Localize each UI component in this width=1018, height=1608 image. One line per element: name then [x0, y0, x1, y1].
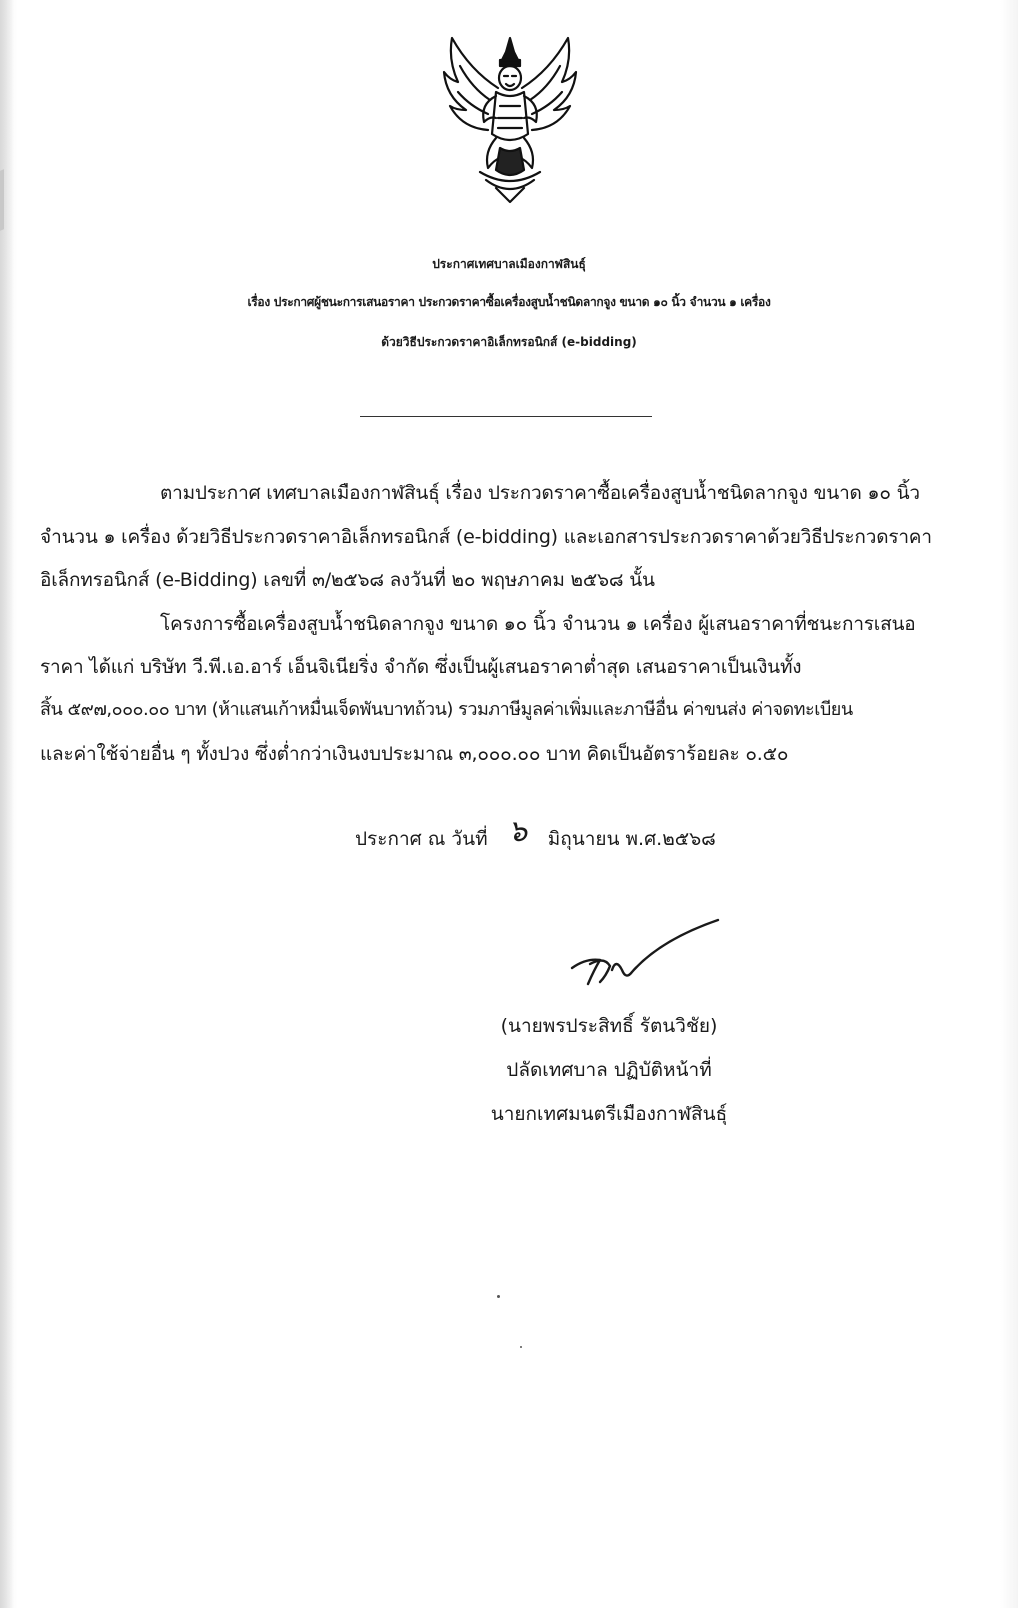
paragraph-1-line-1: ตามประกาศ เทศบาลเมืองกาฬสินธุ์ เรื่อง ประกวดราคาซื้อเครื่องสูบน้ำชนิดลากจูง ขนาด ๑๐ นิ้ว: [160, 482, 920, 504]
signatory-name: (นายพรประสิทธิ์ รัตนวิชัย): [500, 1015, 718, 1037]
announcement-subject: เรื่อง ประกาศผู้ชนะการเสนอราคา ประกวดราคาซื้อเครื่องสูบน้ำชนิดลากจูง ขนาด ๑๐ นิ้ว จำนวน ๑ เครื่อง: [247, 295, 771, 309]
announcement-method: ด้วยวิธีประกวดราคาอิเล็กทรอนิกส์ (e-bidding): [381, 335, 637, 349]
handwritten-signature: [560, 910, 730, 995]
signatory-acting-for: นายกเทศมนตรีเมืองกาฬสินธุ์: [490, 1103, 728, 1125]
paragraph-2-line-3: สิ้น ๕๙๗,๐๐๐.๐๐ บาท (ห้าแสนเก้าหมื่นเจ็ดพันบาทถ้วน) รวมภาษีมูลค่าเพิ่มและภาษีอื่น ค่าขนส่ง ค่าจดทะเบียน: [40, 699, 853, 720]
paragraph-2-line-1: โครงการซื้อเครื่องสูบน้ำชนิดลากจูง ขนาด ๑๐ นิ้ว จำนวน ๑ เครื่อง ผู้เสนอราคาที่ชนะการเสนอ: [160, 613, 916, 635]
date-day-handwritten: ๖: [508, 814, 528, 849]
page-crease-mark: [0, 169, 4, 231]
paragraph-2-line-4: และค่าใช้จ่ายอื่น ๆ ทั้งปวง ซึ่งต่ำกว่าเงินงบประมาณ ๓,๐๐๐.๐๐ บาท คิดเป็นอัตราร้อยละ ๐.๕๐: [40, 743, 789, 765]
paragraph-1-line-3: อิเล็กทรอนิกส์ (e-Bidding) เลขที่ ๓/๒๕๖๘ ลงวันที่ ๒๐ พฤษภาคม ๒๕๖๘ นั้น: [40, 569, 655, 591]
paragraph-1-line-2: จำนวน ๑ เครื่อง ด้วยวิธีประกวดราคาอิเล็กทรอนิกส์ (e-bidding) และเอกสารประกวดราคาด้วยวิธีประกวดราคา: [40, 526, 932, 548]
date-month-year: มิถุนายน พ.ศ.๒๕๖๘: [547, 828, 716, 850]
garuda-emblem-icon: [430, 30, 590, 205]
announcement-title: ประกาศเทศบาลเมืองกาฬสินธุ์: [432, 257, 586, 271]
scan-speck: [520, 1346, 522, 1348]
page-shadow-edge: [0, 0, 14, 1608]
announcement-date: [355, 814, 716, 855]
paragraph-2-line-2: ราคา ได้แก่ บริษัท วี.พี.เอ.อาร์ เอ็นจิเนียริ่ง จำกัด ซึ่งเป็นผู้เสนอราคาต่ำสุด เสนอราคาเป็นเงินทั้ง: [40, 656, 802, 678]
heading-divider: [360, 416, 652, 417]
date-prefix: ประกาศ ณ วันที่: [355, 828, 488, 850]
scan-speck: [497, 1295, 500, 1298]
signatory-position: ปลัดเทศบาล ปฏิบัติหน้าที่: [506, 1059, 712, 1081]
